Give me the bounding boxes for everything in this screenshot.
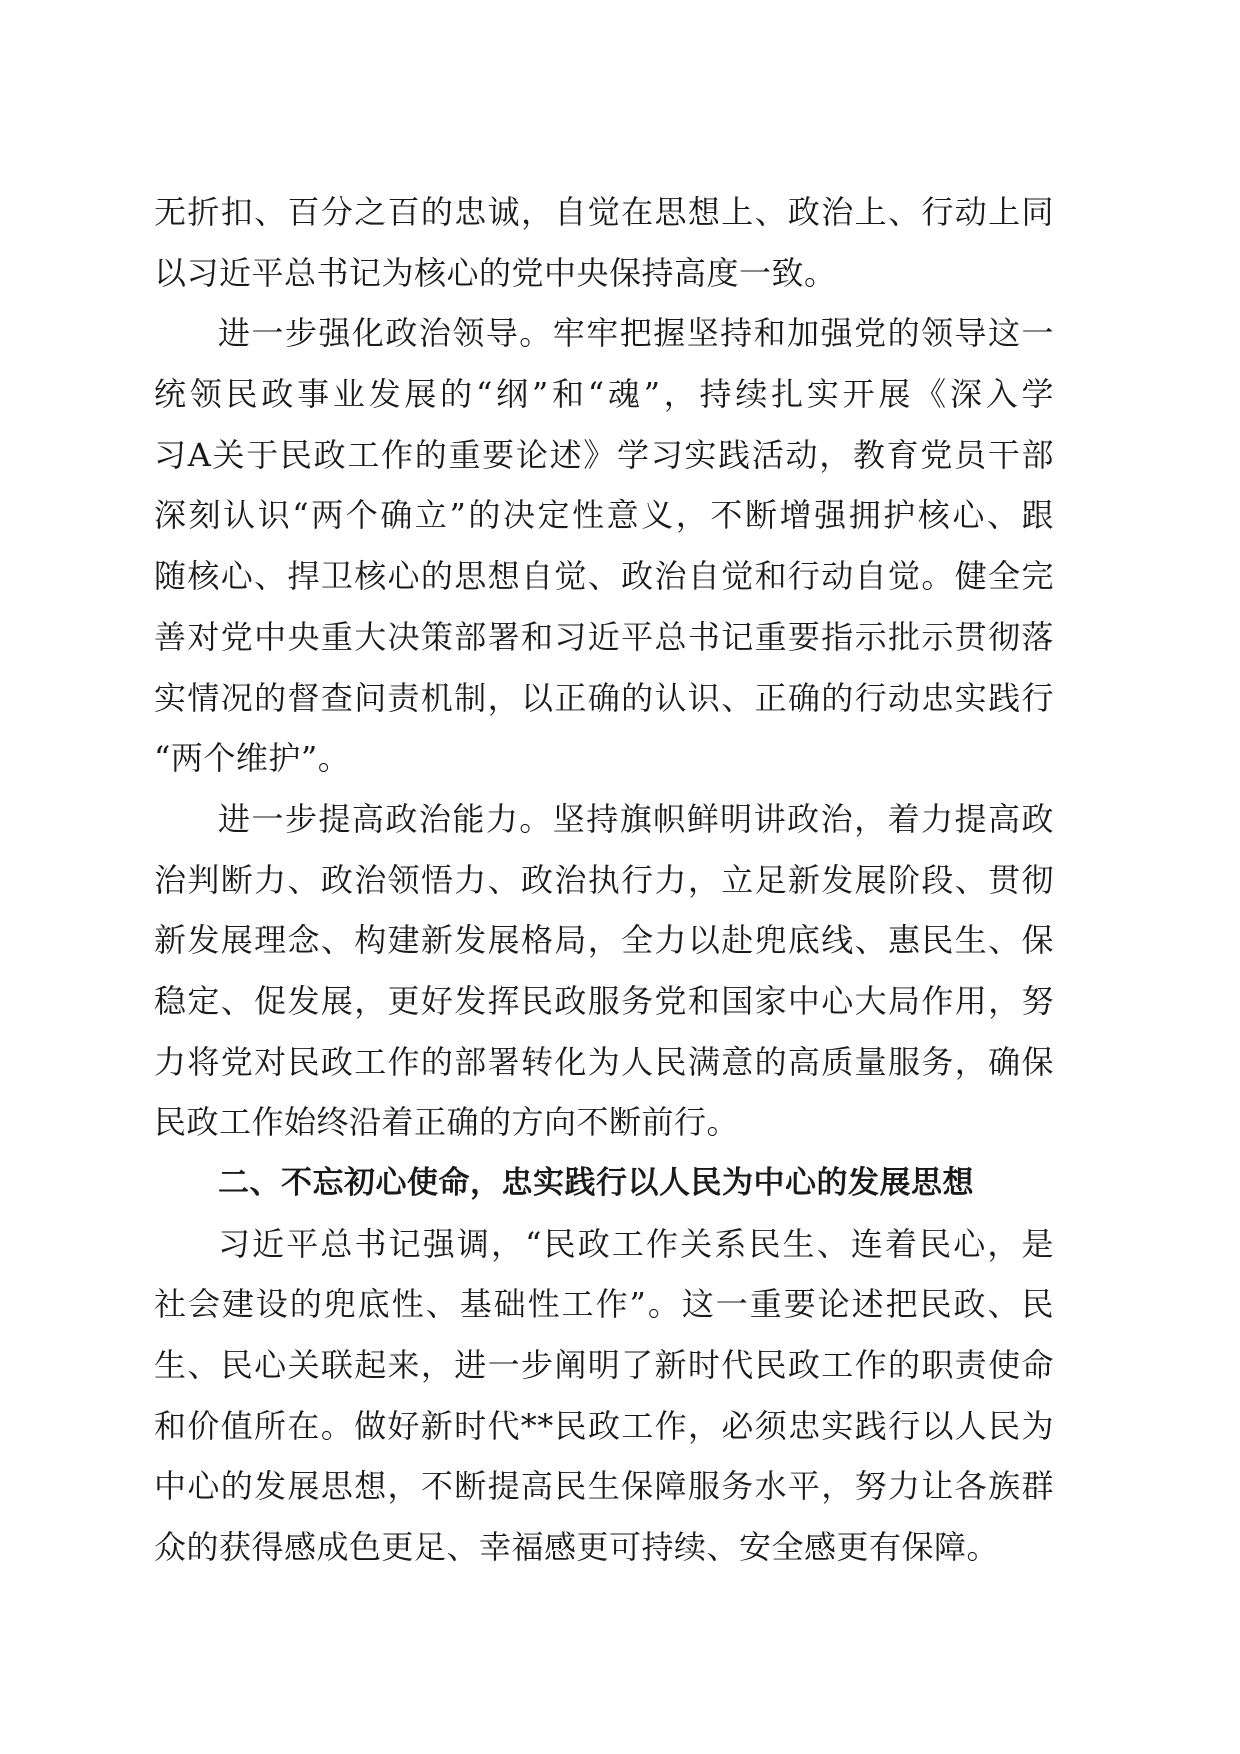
text-line: 无折扣、百分之百的忠诚，自觉在思想上、政治上、行动上同 xyxy=(154,193,1054,231)
text-line: 力将党对民政工作的部署转化为人民满意的高质量服务，确保 xyxy=(154,1042,1054,1081)
paragraph-political-ability xyxy=(154,789,1054,1153)
text-line: 民政工作始终沿着正确的方向不断前行。 xyxy=(154,1103,740,1142)
text-line: 以习近平总书记为核心的党中央保持高度一致。 xyxy=(154,253,837,292)
text-line: 习近平总书记强调，“民政工作关系民生、连着民心，是 xyxy=(218,1224,1054,1263)
text-line: 生、民心关联起来，进一步阐明了新时代民政工作的职责使命 xyxy=(154,1346,1054,1385)
section-heading xyxy=(154,1153,1054,1214)
heading-line: 二、不忘初心使命，忠实践行以人民为中心的发展思想 xyxy=(218,1165,974,1201)
paragraph-people-centered xyxy=(154,1214,1054,1578)
text-line: 进一步强化政治领导。牢牢把握坚持和加强党的领导这一 xyxy=(218,314,1054,353)
text-line: 众的获得感成色更足、幸福感更可持续、安全感更有保障。 xyxy=(154,1528,1000,1567)
document-body xyxy=(154,182,1054,1578)
text-line: 社会建设的兜底性、基础性工作”。这一重要论述把民政、民 xyxy=(154,1285,1054,1324)
text-line: 实情况的督查问责机制，以正确的认识、正确的行动忠实践行 xyxy=(154,678,1054,717)
text-line: 中心的发展思想，不断提高民生保障服务水平，努力让各族群 xyxy=(154,1467,1054,1506)
text-line: 和价值所在。做好新时代**民政工作，必须忠实践行以人民为 xyxy=(154,1406,1054,1445)
text-line: 进一步提高政治能力。坚持旗帜鲜明讲政治，着力提高政 xyxy=(218,799,1054,838)
text-line: 习A关于民政工作的重要论述》学习实践活动，教育党员干部 xyxy=(154,435,1054,474)
text-line: “两个维护”。 xyxy=(154,739,351,778)
text-line: 善对党中央重大决策部署和习近平总书记重要指示批示贯彻落 xyxy=(154,617,1054,656)
text-line: 统领民政事业发展的“纲”和“魂”，持续扎实开展《深入学 xyxy=(154,375,1054,414)
paragraph-political-leadership xyxy=(154,303,1054,789)
text-line: 治判断力、政治领悟力、政治执行力，立足新发展阶段、贯彻 xyxy=(154,860,1054,899)
text-line: 新发展理念、构建新发展格局，全力以赴兜底线、惠民生、保 xyxy=(154,921,1054,960)
paragraph-continuation xyxy=(154,182,1054,303)
text-line: 随核心、捍卫核心的思想自觉、政治自觉和行动自觉。健全完 xyxy=(154,557,1054,596)
text-line: 深刻认识“两个确立”的决定性意义，不断增强拥护核心、跟 xyxy=(154,496,1054,535)
text-line: 稳定、促发展，更好发挥民政服务党和国家中心大局作用，努 xyxy=(154,981,1054,1020)
